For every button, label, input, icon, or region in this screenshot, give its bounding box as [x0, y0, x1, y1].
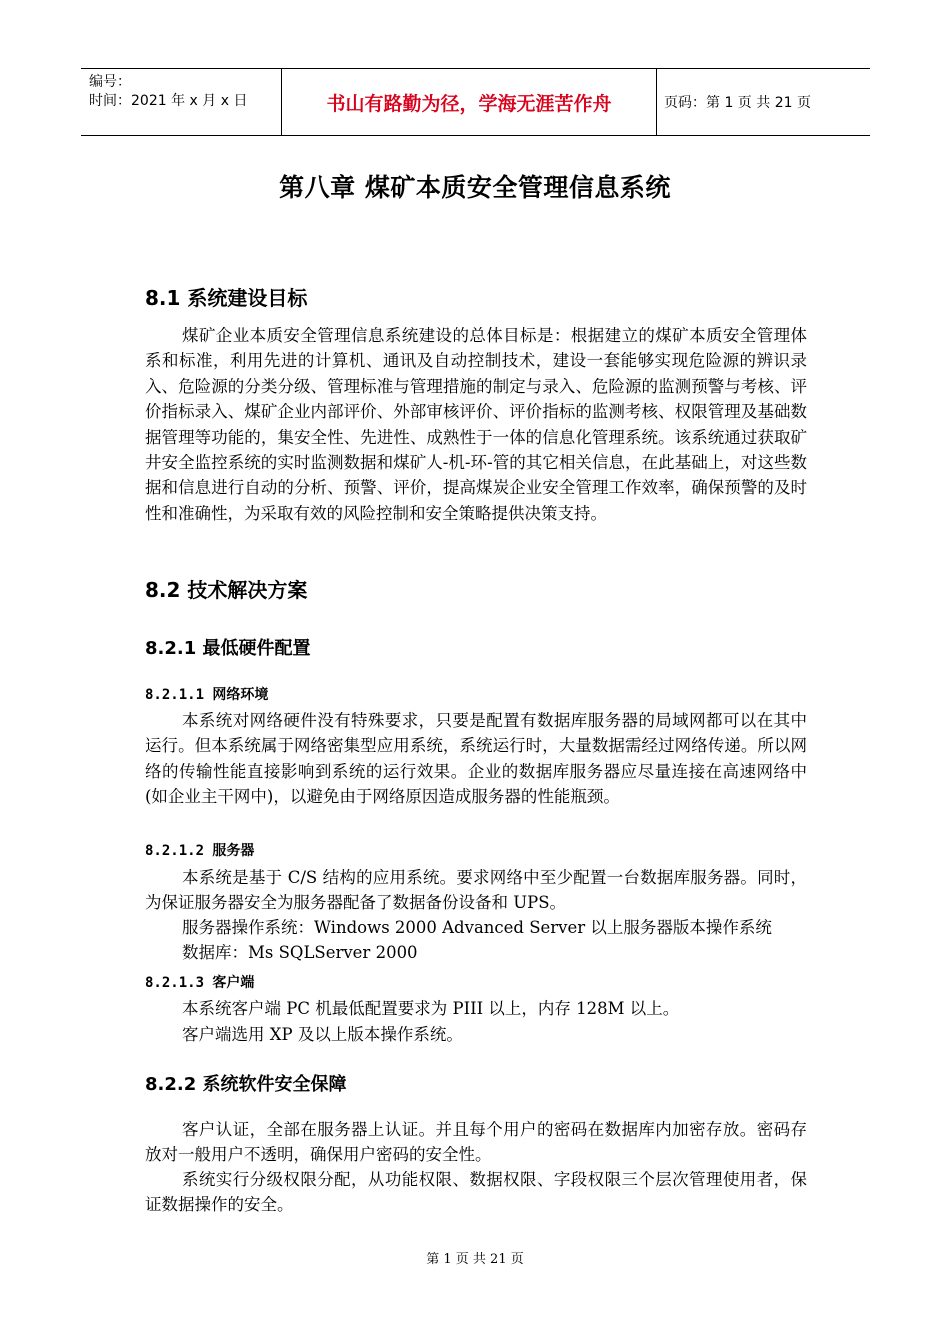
section-heading-8-2-1-1: 8.2.1.1 网络环境 [145, 687, 269, 703]
page-header [81, 68, 870, 136]
paragraph-8-2-2-b: 系统实行分级权限分配，从功能权限、数据权限、字段权限三个层次管理使用者，保证数据操作的安全。 [145, 1170, 807, 1215]
server-os-line: 服务器操作系统：Windows 2000 Advanced Server 以上服务器版本操作系统 [182, 918, 772, 937]
page-footer: 第 1 页 共 21 页 [426, 1252, 524, 1267]
client-pc-line: 本系统客户端 PC 机最低配置要求为 PIII 以上，内存 128M 以上。 [182, 999, 680, 1018]
section-heading-8-2: 8.2 技术解决方案 [145, 578, 308, 602]
document-number-label: 编号： [89, 74, 131, 90]
chapter-title: 第八章 煤矿本质安全管理信息系统 [279, 173, 671, 202]
section-heading-8-2-1-3: 8.2.1.3 客户端 [145, 975, 255, 991]
paragraph-8-2-1-2: 本系统是基于 C/S 结构的应用系统。要求网络中至少配置一台数据库服务器。同时，为保证服务器安全为服务器配备了数据备份设备和 UPS。 [145, 868, 807, 913]
paragraph-8-2-1-1: 本系统对网络硬件没有特殊要求，只要是配置有数据库服务器的局域网都可以在其中运行。但本系统属于网络密集型应用系统，系统运行时，大量数据需经过网络传递。所以网络的传输性能直接影响到系统的运行效果。企业的数据库服务器应尽量连接在高速网络中(如企业主干网中)，以避免由于网络原因造成服务器的性能瓶颈。 [145, 711, 807, 807]
database-line: 数据库：Ms SQLServer 2000 [182, 943, 418, 962]
header-page-info: 页码：第 1 页 共 21 页 [664, 95, 811, 111]
client-os-line: 客户端选用 XP 及以上版本操作系统。 [182, 1025, 463, 1044]
header-meta [81, 69, 282, 135]
section-heading-8-2-1: 8.2.1 最低硬件配置 [145, 638, 311, 659]
section-heading-8-2-1-2: 8.2.1.2 服务器 [145, 843, 255, 859]
header-motto: 书山有路勤为径，学海无涯苦作舟 [282, 69, 657, 135]
document-time-label: 时间：2021 年 x 月 x 日 [89, 93, 248, 109]
section-heading-8-2-2: 8.2.2 系统软件安全保障 [145, 1074, 347, 1095]
section-heading-8-1: 8.1 系统建设目标 [145, 286, 308, 310]
paragraph-8-1: 煤矿企业本质安全管理信息系统建设的总体目标是：根据建立的煤矿本质安全管理体系和标准，利用先进的计算机、通讯及自动控制技术，建设一套能够实现危险源的辨识录入、危险源的分类分级、管理标准与管理措施的制定与录入、危险源的监测预警与考核、评价指标录入、煤矿企业内部评价、外部审核评价、评价指标的监测考核、权限管理及基础数据管理等功能的，集安全性、先进性、成熟性于一体的信息化管理系统。该系统通过获取矿井安全监控系统的实时监测数据和煤矿人-机-环-管的其它相关信息，在此基础上，对这些数据和信息进行自动的分析、预警、评价，提高煤炭企业安全管理工作效率，确保预警的及时性和准确性，为采取有效的风险控制和安全策略提供决策支持。 [145, 326, 807, 523]
paragraph-8-2-2-a: 客户认证，全部在服务器上认证。并且每个用户的密码在数据库内加密存放。密码存放对一般用户不透明，确保用户密码的安全性。 [145, 1120, 807, 1165]
